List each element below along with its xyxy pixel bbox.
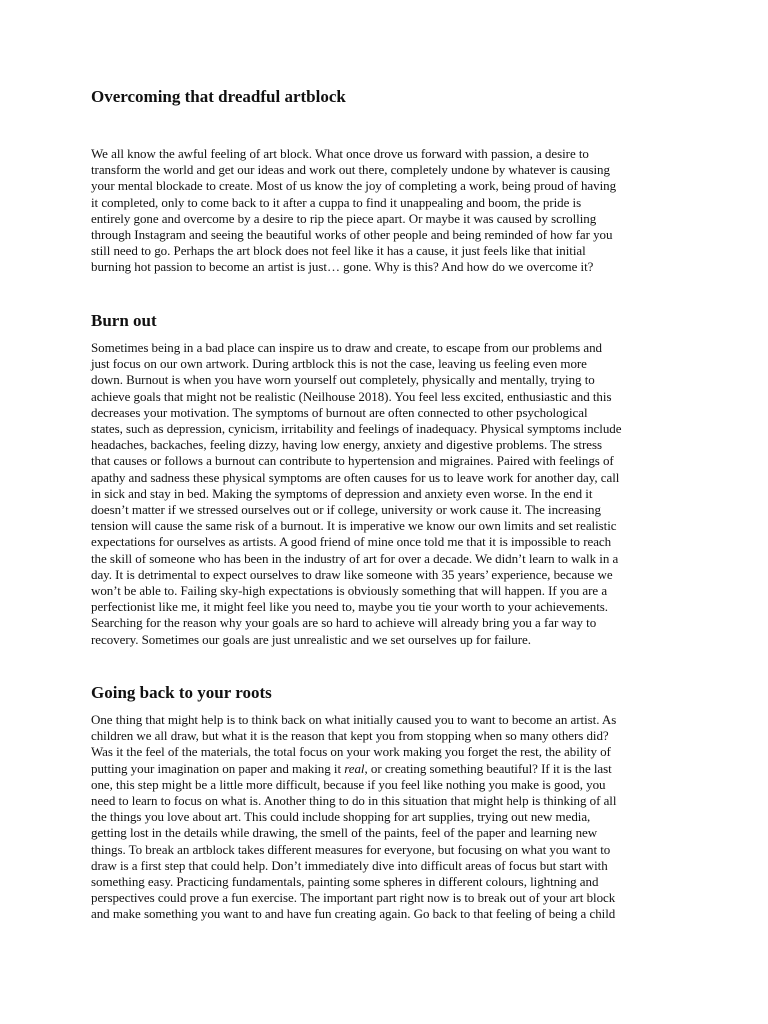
text-line: down. Burnout is when you have worn yourself out completely, physically and mentally, trying to (91, 372, 595, 388)
text-line: apathy and sadness these physical symptoms are often causes for us to leave work for another day, call (91, 469, 620, 485)
text-line: perspectives could prove a fun exercise. The important part right now is to break out of your art block (91, 890, 616, 906)
text-line: states, such as depression, cynicism, irritability and feelings of inadequacy. Physical symptoms include (91, 421, 622, 437)
text-line: need to learn to focus on what is. Another thing to do in this situation that might help is thinking of all (91, 793, 617, 809)
text-line: in sick and stay in bed. Making the symptoms of depression and anxiety even worse. In the end it (91, 485, 593, 501)
intro-paragraph (91, 146, 675, 276)
text-fragment: , or creating something beautiful? If it is the last (364, 760, 612, 776)
text-line: won’t be able to. Failing sky-high expectations is obviously something that will happen. If you are a (91, 583, 608, 599)
text-line: recovery. Sometimes our goals are just unrealistic and we set ourselves up for failure. (91, 631, 531, 647)
text-line: getting lost in the details while drawing, the smell of the paints, feel of the paper and learning new (91, 825, 598, 841)
text-line: something easy. Practicing fundamentals, painting some spheres in different colours, lightning and (91, 874, 599, 890)
text-line: Searching for the reason why your goals are so hard to achieve will already bring you a far way to (91, 615, 597, 631)
text-line: still need to go. Perhaps the art block does not feel like it has a cause, it just feels like that initial (91, 243, 586, 259)
section-heading-burn-out: Burn out (91, 311, 157, 330)
text-line: burning hot passion to become an artist is just… gone. Why is this? And how do we overcome it? (91, 259, 594, 275)
text-line: day. It is detrimental to expect ourselves to draw like someone with 35 years’ experience, because we (91, 566, 613, 582)
italic-word: real (344, 760, 365, 776)
text-line: transform the world and get our ideas and work out there, completely undone by whatever is causing (91, 162, 610, 178)
text-line: entirely gone and overcome by a desire to rip the piece apart. Or maybe it was caused by scrolling (91, 210, 597, 226)
text-line: and make something you want to and have fun creating again. Go back to that feeling of being a child (91, 906, 616, 922)
document-title: Overcoming that dreadful artblock (91, 87, 346, 106)
text-line: the skill of someone who has been in the industry of art for over a decade. We didn’t learn to walk in a (91, 550, 619, 566)
text-line: expectations for ourselves as artists. A good friend of mine once told me that it is impossible to reach (91, 534, 612, 550)
text-line: We all know the awful feeling of art block. What once drove us forward with passion, a desire to (91, 146, 589, 161)
text-line: just focus on our own artwork. During artblock this is not the case, leaving us feeling even more (91, 356, 587, 372)
text-line: things. To break an artblock takes different measures for everyone, but focusing on what you want to (91, 841, 611, 857)
text-fragment: putting your imagination on paper and making it (91, 760, 345, 776)
text-line: perfectionist like me, it might feel like you need to, maybe you tie your worth to your achievements. (91, 599, 608, 615)
burn-out-paragraph (91, 340, 675, 648)
text-line: Sometimes being in a bad place can inspire us to draw and create, to escape from our problems and (91, 340, 603, 355)
text-line: headaches, backaches, feeling dizzy, having low energy, anxiety and digestive problems. The stress (91, 437, 602, 453)
text-line: decreases your motivation. The symptoms of burnout are often connected to other psychological (91, 404, 588, 420)
text-line-with-italic (91, 761, 675, 777)
section-heading-roots: Going back to your roots (91, 683, 272, 702)
text-line: your mental blockade to create. Most of us know the joy of completing a work, being proud of having (91, 178, 617, 194)
text-line: children we all draw, but what it is the reason that kept you from stopping when so many others did? (91, 728, 609, 744)
text-line: Was it the feel of the materials, the total focus on your work making you forget the rest, the ability of (91, 744, 611, 760)
text-line: One thing that might help is to think back on what initially caused you to want to become an artist. As (91, 712, 617, 727)
text-line: the things you love about art. This could include shopping for art supplies, trying out new media, (91, 809, 591, 825)
text-line: that causes or follows a burnout can contribute to hypertension and migraines. Paired with feelings of (91, 453, 614, 469)
text-line: achieve goals that might not be realistic (Neilhouse 2018). You feel less excited, enthusiastic and this (91, 388, 612, 404)
text-line: doesn’t matter if we stressed ourselves out or if college, university or work cause it. The increasing (91, 502, 601, 518)
roots-paragraph (91, 712, 675, 923)
text-line: draw is a first step that could help. Don’t immediately dive into difficult areas of focus but start with (91, 857, 608, 873)
text-line: through Instagram and seeing the beautiful works of other people and being reminded of how far you (91, 227, 613, 243)
text-line: tension will cause the same risk of a burnout. It is imperative we know our own limits and set realistic (91, 518, 617, 534)
text-line: it completed, only to come back to it after a cuppa to find it unappealing and boom, the pride is (91, 194, 582, 210)
text-line: one, this step might be a little more difficult, because if you feel like nothing you make is good, you (91, 776, 606, 792)
